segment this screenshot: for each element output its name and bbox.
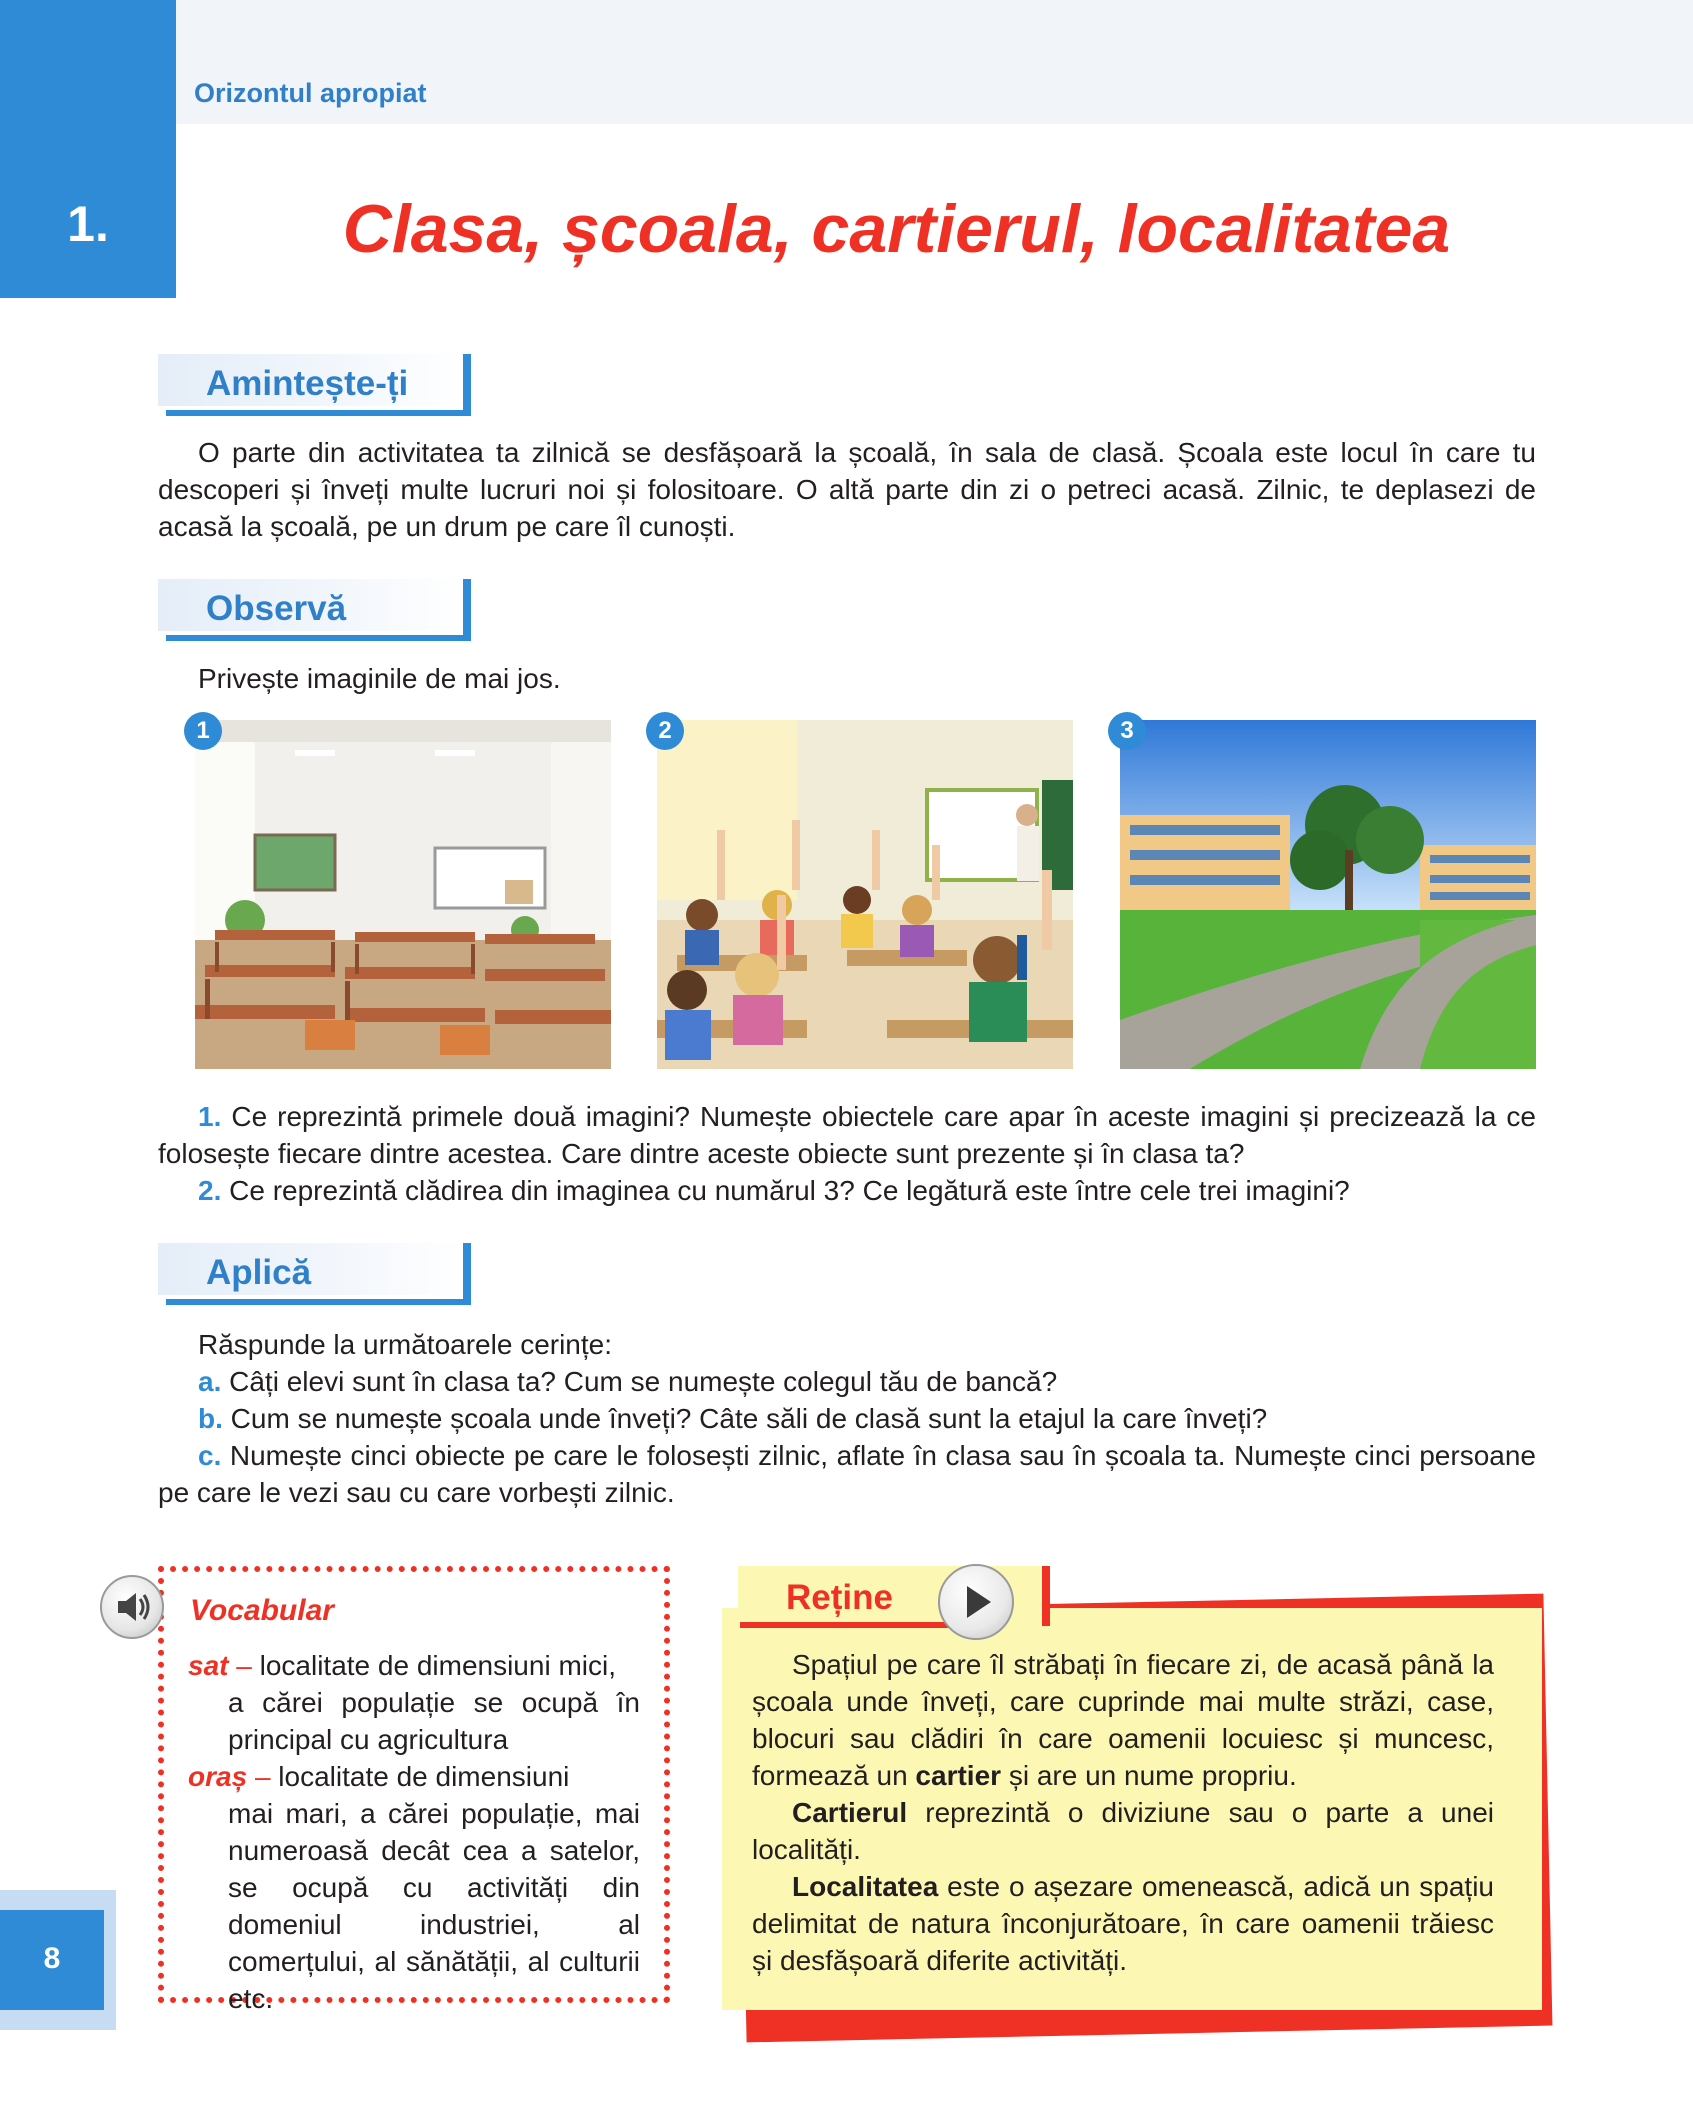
question-number: 1. xyxy=(198,1101,222,1132)
lesson-title: Clasa, școala, cartierul, localitatea xyxy=(342,191,1451,267)
question-number: 2. xyxy=(198,1175,222,1206)
vocab-term: sat xyxy=(188,1650,229,1681)
observa-question-1 xyxy=(158,1098,1536,1172)
section-title: Orizontul apropiat xyxy=(194,78,427,108)
vocab-definition-rest: mai mari, a cărei populație, mai numeroasă decât cea a satelor, se ocupă cu activități din domeniul industriei, al comerțului, al sănătății, al culturii etc. xyxy=(228,1798,640,2014)
photo-badge-2: 2 xyxy=(646,712,684,750)
retine-tab-bar xyxy=(1042,1566,1050,1626)
retine-paragraph-2 xyxy=(752,1794,1494,1868)
tab-observa xyxy=(158,579,471,641)
retine-keyword: Localitatea xyxy=(792,1871,939,1902)
aplica-item-c xyxy=(158,1437,1536,1511)
tab-aminteste-label: Amintește-ți xyxy=(206,364,409,403)
vocab-entry-sat xyxy=(188,1647,640,1758)
retine-paragraph-3 xyxy=(752,1868,1494,1979)
aminteste-text: O parte din activitatea ta zilnică se desfășoară la școală, în sala de clasă. Școala este locul în care tu descoperi și înveți multe lucruri noi și folositoare. O altă parte din zi o petreci acasă. Zilnic, te deplasezi de acasă la școală, pe un drum pe care îl cunoști. xyxy=(158,437,1536,542)
photo-pupils xyxy=(657,720,1073,1069)
retine-paragraph-1 xyxy=(752,1646,1494,1794)
aplica-item-b xyxy=(158,1400,1536,1437)
tab-aplica-label: Aplică xyxy=(206,1253,312,1292)
photo-badge-3: 3 xyxy=(1108,712,1146,750)
play-icon[interactable] xyxy=(938,1564,1014,1640)
photo-classroom xyxy=(195,720,611,1069)
question-text: Ce reprezintă clădirea din imaginea cu numărul 3? Ce legătură este între cele trei imagini? xyxy=(229,1175,1350,1206)
item-text: Cum se numește școala unde înveți? Câte săli de clasă sunt la etajul la care înveți? xyxy=(230,1403,1268,1434)
item-letter: b. xyxy=(198,1403,223,1434)
retine-keyword: cartier xyxy=(915,1760,1002,1791)
vocab-definition-rest: a cărei populație se ocupă în principal cu agricultura xyxy=(228,1687,640,1755)
vocab-dash: – xyxy=(236,1650,252,1681)
vocab-definition-start: localitate de dimensiuni mici, xyxy=(259,1650,616,1681)
item-letter: a. xyxy=(198,1366,222,1397)
retine-text: reprezintă o diviziune sau o parte a unei localități. xyxy=(752,1797,1494,1865)
tab-aplica xyxy=(158,1243,471,1305)
vocab-dash: – xyxy=(254,1761,271,1792)
tab-observa-label: Observă xyxy=(206,589,347,628)
speaker-icon[interactable] xyxy=(100,1575,164,1639)
aplica-intro: Răspunde la următoarele cerințe: xyxy=(198,1329,613,1360)
chapter-number: 1. xyxy=(67,196,109,252)
item-text: Câți elevi sunt în clasa ta? Cum se numește colegul tău de bancă? xyxy=(229,1366,1058,1397)
item-text: Numește cinci obiecte pe care le folosești zilnic, aflate în clasa sau în școala ta. Numește cinci persoane pe care le vezi sau cu care vorbești zilnic. xyxy=(158,1440,1536,1508)
vocabulary-title: Vocabular xyxy=(190,1594,334,1627)
aplica-item-a xyxy=(158,1363,1536,1400)
retine-keyword: Cartierul xyxy=(792,1797,908,1828)
vocab-term: oraș xyxy=(188,1761,248,1792)
photo-school-building xyxy=(1120,720,1536,1069)
retine-text: este o așezare omenească, adică un spațiu delimitat de natura înconjurătoare, în care oamenii trăiesc și desfășoară diferite activități. xyxy=(752,1871,1494,1976)
retine-title: Reține xyxy=(786,1578,893,1617)
observa-intro: Privește imaginile de mai jos. xyxy=(198,663,561,694)
vocab-entry-oras xyxy=(188,1758,640,2017)
vocab-definition-start: localitate de dimensiuni xyxy=(278,1761,570,1792)
question-text: Ce reprezintă primele două imagini? Numește obiectele care apar în aceste imagini și precizează la ce folosește fiecare dintre acestea. Care dintre aceste obiecte sunt prezente și în clasa ta? xyxy=(158,1101,1537,1169)
item-letter: c. xyxy=(198,1440,222,1471)
observa-question-2 xyxy=(158,1172,1536,1209)
tab-aminteste xyxy=(158,354,471,416)
retine-text: Spațiul pe care îl străbați în fiecare zi, de acasă până la școala unde înveți, care cuprinde mai multe străzi, case, blocuri sau clădiri în care oamenii locuiesc și muncesc, formează un xyxy=(752,1649,1494,1791)
page-number: 8 xyxy=(43,1942,61,1975)
photo-badge-1: 1 xyxy=(184,712,222,750)
retine-text: și are un nume propriu. xyxy=(1001,1760,1297,1791)
